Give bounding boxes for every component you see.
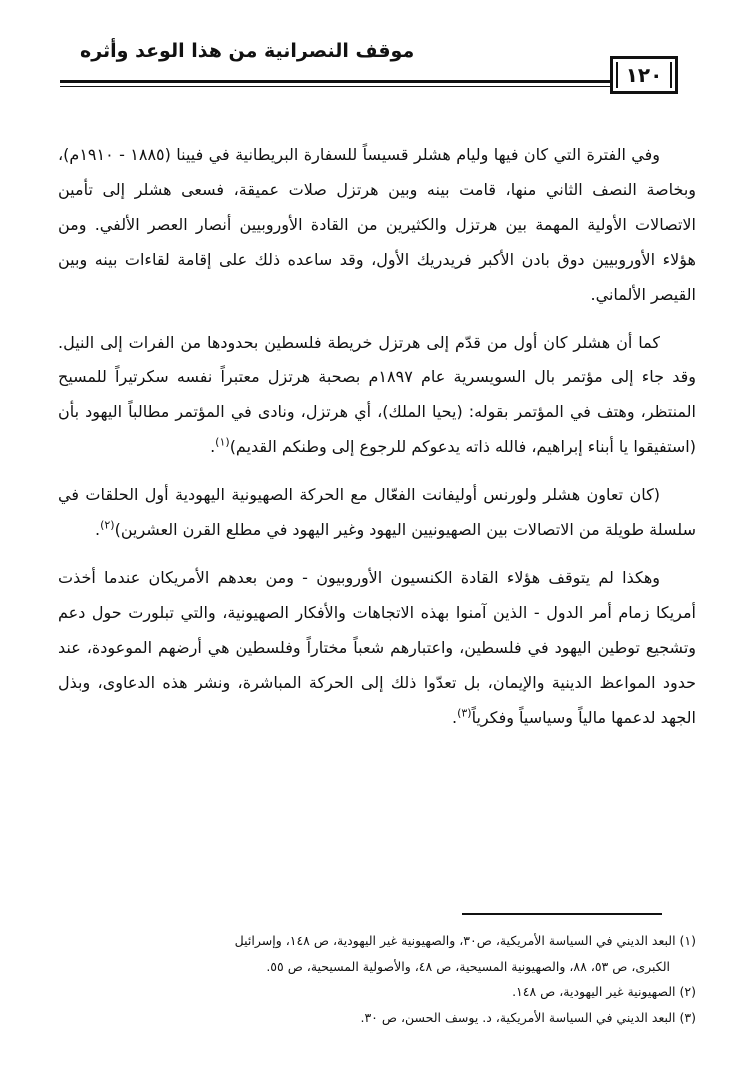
header-rule — [60, 80, 610, 83]
paragraph-4 — [58, 561, 696, 736]
footnote-ref-3: (٣) — [457, 706, 472, 720]
paragraph-3-end: . — [94, 520, 101, 540]
page-number-box — [610, 56, 678, 94]
running-header-title: موقف النصرانية من هذا الوعد وأثره — [80, 40, 415, 62]
footnote-ref-1: (١) — [215, 435, 230, 449]
paragraph-3 — [58, 478, 696, 548]
paragraph-2-text: كما أن هشلر كان أول من قدّم إلى هرتزل خريطة فلسطين بحدودها من الفرات إلى النيل. وقد جاء إلى مؤتمر بال السويسرية عام ١٨٩٧م بصحبة هرتزل معتبراً نفسه سكرتيراً للمسيح المنتظر، وهتف في المؤتمر بقوله: (يحيا الملك)، أي هرتزل، ونادى في المؤتمر مطالباً اليهود بأن (استفيقوا يا أبناء إبراهيم، فالله ذاته يدعوكم للرجوع إلى وطنكم القديم) — [58, 332, 696, 457]
footnotes — [58, 928, 696, 1030]
footnote-1: (١) البعد الديني في السياسة الأمريكية، ص٣٠، والصهيونية غير اليهودية، ص ١٤٨، وإسرائيل — [234, 933, 696, 948]
body-text — [58, 138, 696, 736]
footnote-2: (٢) الصهيونية غير اليهودية، ص ١٤٨. — [512, 984, 696, 999]
page-number: ١٢٠ — [625, 63, 663, 87]
paragraph-1-text: وفي الفترة التي كان فيها وليام هشلر قسيساً للسفارة البريطانية في فيينا (١٨٨٥ - ١٩١٠م)، وبخاصة النصف الثاني منها، قامت بينه وبين هرتزل صلات عميقة، فسعى هشلر إلى تأمين الاتصالات الأولية المهمة بين هرتزل والكثيرين من القادة الأوروبيين أنصار العصر الألفي. ومن هؤلاء الأوروبيين دوق بادن الأكبر فريدريك الأول، وقد ساعده ذلك على إقامة لقاءات بينه وبين القيصر الألماني. — [58, 145, 696, 304]
paragraph-4-text: وهكذا لم يتوقف هؤلاء القادة الكنسيون الأوروبيون - ومن بعدهم الأمريكان عندما أخذت أمريكا زمام أمر الدول - الذين آمنوا بهذه الاتجاهات والأفكار الصهيونية، والتي تبلورت حول دعم وتشجيع توطين اليهود في فلسطين، واعتبارهم شعباً مختاراً وفلسطين هي أرضهم الموعودة، عند حدود المواعظ الدينية والإيمان، بل تعدّوا ذلك إلى الحركة المباشرة، ونشر هذه الدعاوى، وبذل الجهد لدعمها مالياً وسياسياً وفكرياً — [58, 567, 696, 727]
footnote-ref-2: (٢) — [100, 518, 115, 532]
paragraph-3-text: (كان تعاون هشلر ولورنس أوليفانت الفعّال مع الحركة الصهيونية اليهودية أول الحلقات في سلسلة طويلة من الاتصالات بين الصهيونيين اليهود وغير اليهود في مطلع القرن العشرين) — [58, 485, 696, 540]
header-rule-thin — [60, 86, 610, 87]
footnote-3: (٣) البعد الديني في السياسة الأمريكية، د. يوسف الحسن، ص ٣٠. — [360, 1009, 696, 1025]
paragraph-1 — [58, 138, 696, 313]
paragraph-4-end: . — [451, 707, 458, 727]
footnote-1-continued: الكبرى، ص ٥٣، ٨٨، والصهيونية المسيحية، ص ٤٨، والأصولية المسيحية، ص ٥٥. — [266, 958, 670, 974]
paragraph-2: كما أن هشلر كان أول من قدّم إلى هرتزل خريطة فلسطين بحدودها من الفرات إلى النيل. وقد جاء إلى مؤتمر بال السويسرية عام ١٨٩٧م بصحبة هرتزل معتبراً نفسه سكرتيراً للمسيح المنتظر، وهتف في المؤتمر بقوله: (يحيا الملك)، أي هرتزل، ونادى في المؤتمر مطالباً اليهود بأن (استفيقوا يا أبناء إبراهيم، فالله ذاته يدعوكم للرجوع إلى وطنكم القديم)$^{(١)}$. — [58, 332, 696, 457]
footnote-separator — [462, 913, 662, 915]
